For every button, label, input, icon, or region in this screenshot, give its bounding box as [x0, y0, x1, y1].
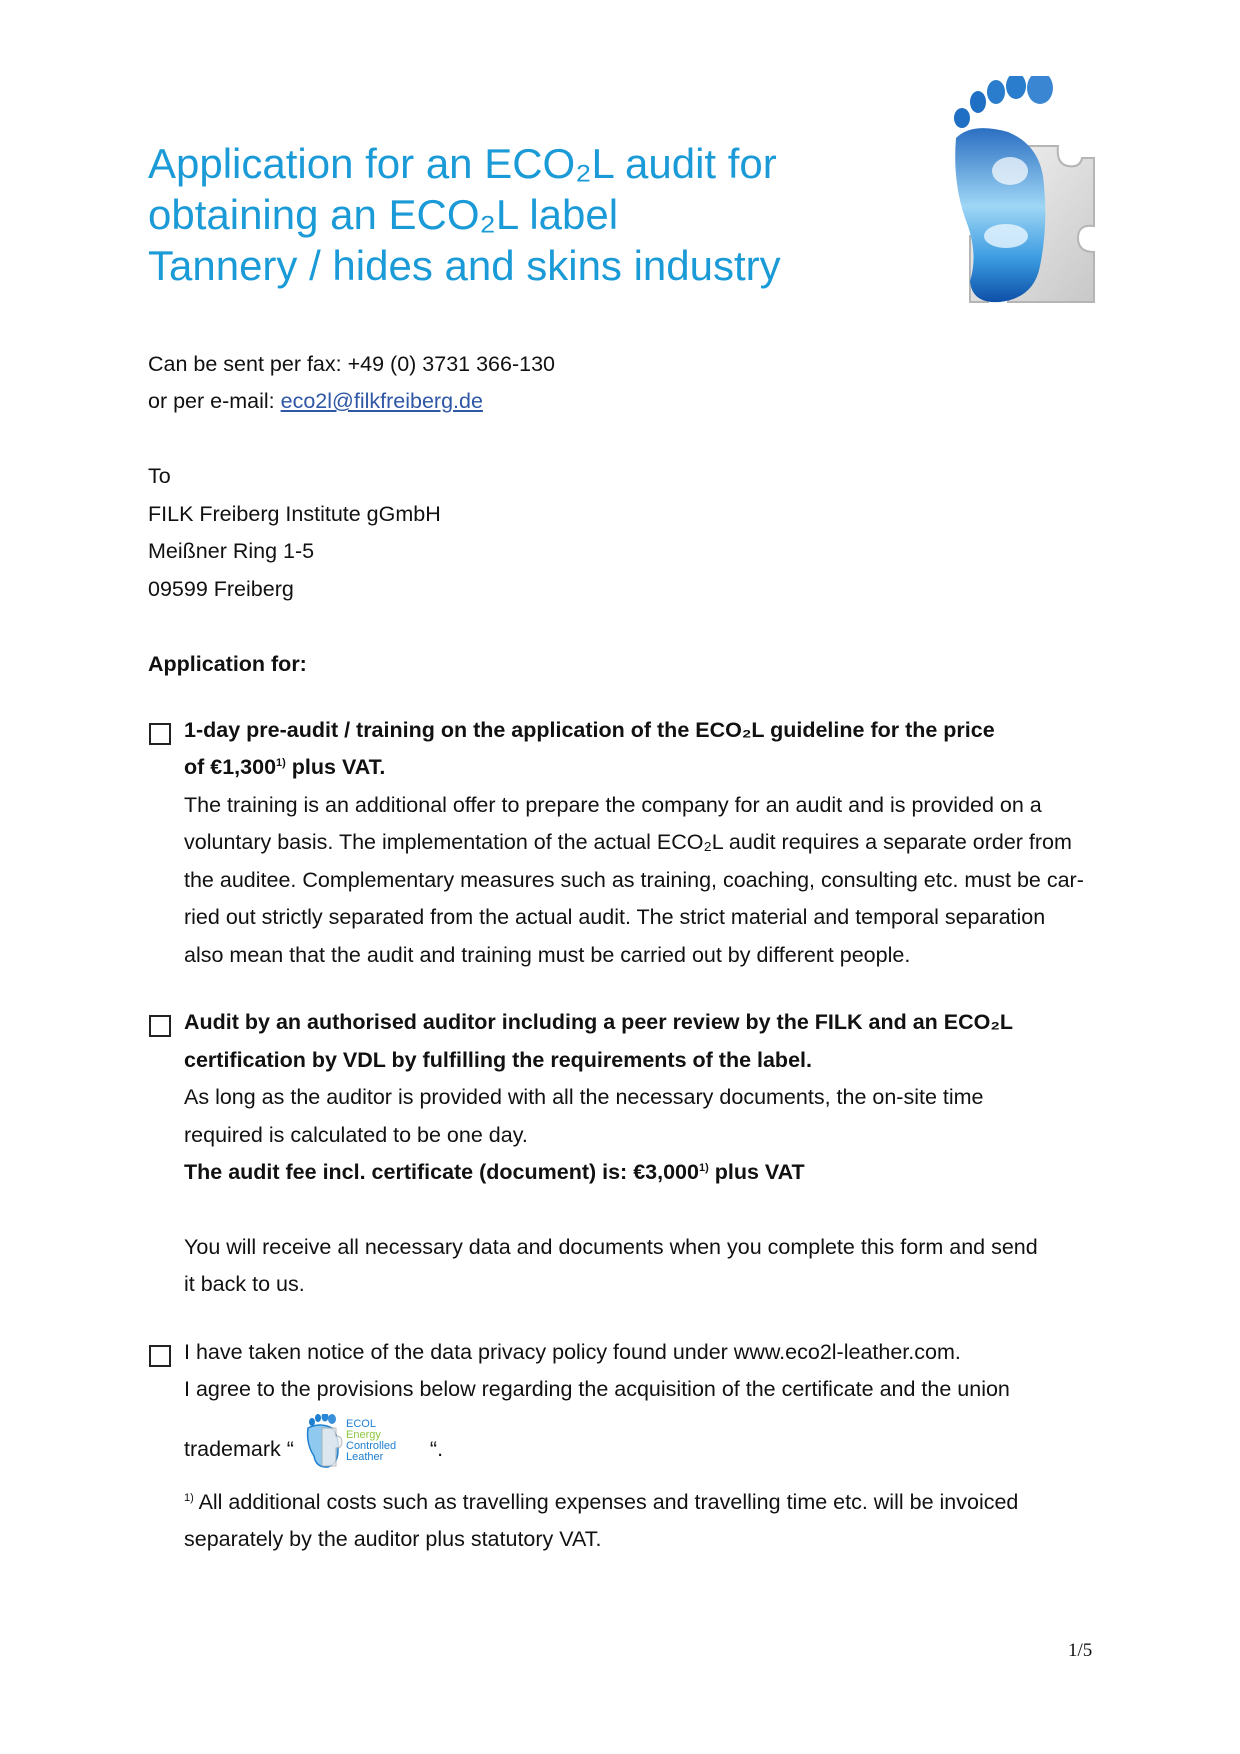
- trademark-suffix: “.: [429, 1437, 444, 1461]
- option1-desc-line: The training is an additional offer to prepare the company for an audit and is provided on a: [184, 793, 1042, 817]
- title-line-3: Tannery / hides and skins industry: [148, 242, 781, 289]
- page-title: [148, 138, 908, 291]
- privacy-checkbox[interactable]: [149, 1345, 171, 1367]
- option2-desc-line: As long as the auditor is provided with all the necessary documents, the on-site time: [184, 1085, 984, 1109]
- email-line: [148, 389, 483, 414]
- option2-fee-line: [184, 1160, 805, 1185]
- title-line-1: Application for an ECO₂L audit for: [148, 140, 777, 187]
- email-prefix: or per e-mail:: [148, 389, 281, 413]
- audit-checkbox[interactable]: [149, 1015, 171, 1037]
- option3-line3: [184, 1414, 443, 1470]
- trademark-word: Leather: [345, 1451, 384, 1463]
- application-heading: Application for:: [148, 652, 307, 676]
- option1-price: of €1,300: [184, 755, 277, 779]
- option1-footnote-ref: 1): [276, 756, 286, 769]
- option2-note-line: it back to us.: [184, 1272, 305, 1296]
- trademark-word: Energy: [345, 1429, 381, 1441]
- option2-title-line1: Audit by an authorised auditor including a peer review by the FILK and an ECO₂L: [184, 1010, 1014, 1034]
- option1-desc-line: ried out strictly separated from the actual audit. The strict material and temporal separation: [184, 905, 1046, 929]
- title-line-2: obtaining an ECO₂L label: [148, 191, 619, 238]
- email-link[interactable]: eco2l@filkfreiberg.de: [280, 389, 483, 413]
- footprint-puzzle-logo-icon: [948, 76, 1098, 308]
- option1-title-line1: 1-day pre-audit / training on the application of the ECO₂L guideline for the price: [184, 718, 995, 742]
- option2-note-line: You will receive all necessary data and documents when you complete this form and send: [184, 1235, 1038, 1259]
- recipient-street: Meißner Ring 1-5: [148, 539, 315, 563]
- footnote-line1: [184, 1490, 1018, 1515]
- trademark-prefix: trademark “: [184, 1437, 294, 1461]
- option2-fee: The audit fee incl. certificate (document) is: €3,000: [184, 1160, 699, 1184]
- option1-desc-line: the auditee. Complementary measures such as training, coaching, consulting etc. must be car-: [184, 868, 1084, 892]
- trademark-word: ECOL: [345, 1418, 376, 1430]
- footnote-marker: 1): [184, 1491, 194, 1504]
- recipient-to: To: [148, 464, 171, 488]
- page-number: 1/5: [1068, 1640, 1093, 1661]
- option3-line1: I have taken notice of the data privacy policy found under www.eco2l-leather.com.: [184, 1340, 961, 1364]
- option1-desc-line: voluntary basis. The implementation of the actual ECO₂L audit requires a separate order from: [184, 830, 1072, 854]
- footnote-line2: separately by the auditor plus statutory VAT.: [184, 1527, 602, 1551]
- option3-line2: I agree to the provisions below regarding the acquisition of the certificate and the union: [184, 1377, 1010, 1401]
- eco2l-trademark-logo-icon: [302, 1414, 422, 1470]
- option2-fee-vat: plus VAT: [708, 1160, 805, 1184]
- recipient-name: FILK Freiberg Institute gGmbH: [148, 502, 441, 526]
- trademark-word: Controlled: [345, 1440, 397, 1452]
- fax-line: Can be sent per fax: +49 (0) 3731 366-130: [148, 352, 555, 376]
- footnote-text: All additional costs such as travelling expenses and travelling time etc. will be invoiced: [193, 1490, 1019, 1514]
- option2-title-line2: certification by VDL by fulfilling the requirements of the label.: [184, 1048, 812, 1072]
- option2-desc-line: required is calculated to be one day.: [184, 1123, 528, 1147]
- option1-vat: plus VAT.: [285, 755, 386, 779]
- recipient-city: 09599 Freiberg: [148, 577, 294, 601]
- option1-desc-line: also mean that the audit and training must be carried out by different people.: [184, 943, 911, 967]
- option2-footnote-ref: 1): [698, 1161, 709, 1174]
- option1-title-line2: [184, 755, 385, 780]
- pre-audit-checkbox[interactable]: [149, 723, 171, 745]
